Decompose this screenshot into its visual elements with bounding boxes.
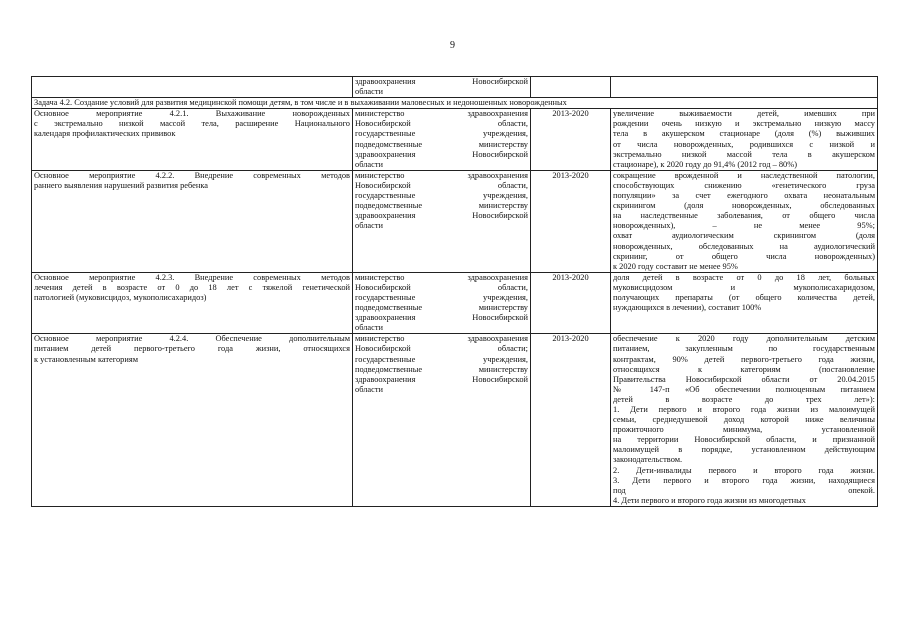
text-line: 4. Дети первого и второго года жизни из многодетных bbox=[613, 495, 806, 505]
text-line: к 2020 году составит не менее 95% bbox=[613, 261, 738, 271]
text-line: области bbox=[355, 87, 383, 97]
text-line: подведомственные министерству bbox=[355, 364, 528, 374]
text-line: популяции» за счет ежегодного охвата неонатальным bbox=[613, 191, 875, 201]
text-line: Правительства Новосибирской области от 20.04.2015 bbox=[613, 374, 875, 384]
carry-over-row bbox=[32, 77, 878, 98]
executor-cell bbox=[353, 109, 531, 171]
measure-title-cell bbox=[32, 170, 353, 272]
measure-title-cell bbox=[32, 334, 353, 507]
text-line: стационаре), к 2020 году до 91,4% (2012 год – 80%) bbox=[613, 159, 797, 169]
measure-row bbox=[32, 334, 878, 507]
text-line: Новосибирской области, bbox=[355, 180, 528, 190]
text-line: государственные учреждения, bbox=[355, 129, 528, 139]
text-line: раннего выявления нарушений развития ребенка bbox=[34, 180, 208, 190]
program-table bbox=[31, 76, 878, 507]
text-line: области bbox=[355, 159, 383, 169]
text-line: экстремально низкой массой тела в акушерском bbox=[613, 149, 875, 159]
text-line: министерство здравоохранения bbox=[355, 334, 528, 344]
text-line: министерство здравоохранения bbox=[355, 109, 528, 119]
text-line: прожиточного минимума, установленной bbox=[613, 425, 875, 435]
carry-executor-cell bbox=[353, 77, 531, 98]
text-line: Основное мероприятие 4.2.4. Обеспечение дополнительным bbox=[34, 334, 350, 344]
text-line: государственные учреждения, bbox=[355, 354, 528, 364]
text-line: законодательством. bbox=[613, 455, 683, 465]
result-cell bbox=[611, 334, 878, 507]
measure-row bbox=[32, 109, 878, 171]
text-line: лечения детей в возрасте от 0 до 18 лет с тяжелой генетической bbox=[34, 282, 350, 292]
period-cell: 2013-2020 bbox=[531, 109, 611, 171]
text-line: патологией (муковисцидоз, мукополисахаридоз) bbox=[34, 292, 207, 302]
text-line: под опекой. bbox=[613, 485, 875, 495]
text-line: скрининг, от общего числа новорожденных) bbox=[613, 251, 875, 261]
text-line: подведомственные министерству bbox=[355, 201, 528, 211]
text-line: нуждающихся в лечении), составит 100% bbox=[613, 303, 762, 313]
text-line: на наследственные заболевания, от общего числа bbox=[613, 211, 875, 221]
text-line: здравоохранения Новосибирской bbox=[355, 149, 528, 159]
text-line: способствующих снижению «генетического груза bbox=[613, 180, 875, 190]
text-line: обеспечение к 2020 году дополнительным детским bbox=[613, 334, 875, 344]
text-line: Новосибирской области, bbox=[355, 282, 528, 292]
measure-title-cell bbox=[32, 109, 353, 171]
text-line: детей в возрасте до трех лет»): bbox=[613, 394, 875, 404]
text-line: с экстремально низкой массой тела, расширение Национального bbox=[34, 119, 350, 129]
text-line: относящихся к категориям (постановление bbox=[613, 364, 875, 374]
text-line: питанием детей первого-третьего года жизни, относящихся bbox=[34, 344, 350, 354]
text-line: здравоохранения Новосибирской bbox=[355, 374, 528, 384]
text-line: календаря профилактических прививок bbox=[34, 129, 176, 139]
text-line: тела в акушерском стационаре (доля (%) выживших bbox=[613, 129, 875, 139]
text-line: государственные учреждения, bbox=[355, 292, 528, 302]
task-heading: Задача 4.2. Создание условий для развития медицинской помощи детям, в том числе и в выхаживании маловесных и недоношенных новорожденных bbox=[32, 98, 878, 109]
text-line: 3. Дети первого и второго года жизни, находящиеся bbox=[613, 475, 875, 485]
page-number: 9 bbox=[450, 40, 455, 51]
text-line: 1. Дети первого и второго года жизни из малоимущей bbox=[613, 405, 875, 414]
text-line: государственные учреждения, bbox=[355, 191, 528, 201]
measure-row bbox=[32, 272, 878, 334]
text-line: малоимущей в порядке, установленном действующим bbox=[613, 445, 875, 455]
text-line: доля детей в возрасте от 0 до 18 лет, больных bbox=[613, 272, 875, 282]
measure-row bbox=[32, 170, 878, 272]
text-line: скринингом (доля новорожденных, обследованных bbox=[613, 201, 875, 211]
period-cell: 2013-2020 bbox=[531, 272, 611, 334]
text-line: области bbox=[355, 221, 383, 231]
text-line: сокращение врожденной и наследственной патологии, bbox=[613, 170, 875, 180]
text-line: Основное мероприятие 4.2.2. Внедрение современных методов bbox=[34, 170, 350, 180]
text-line: здравоохранения Новосибирской bbox=[355, 313, 528, 323]
task-row bbox=[32, 98, 878, 109]
result-cell bbox=[611, 170, 878, 272]
text-line: контрактам, 90% детей первого-третьего года жизни, bbox=[613, 354, 875, 364]
text-line: подведомственные министерству bbox=[355, 303, 528, 313]
result-cell bbox=[611, 272, 878, 334]
carry-title-cell bbox=[32, 77, 353, 98]
carry-result-cell bbox=[611, 77, 878, 98]
text-line: питанием, закупленным по государственным bbox=[613, 344, 875, 354]
period-cell: 2013-2020 bbox=[531, 170, 611, 272]
period-cell: 2013-2020 bbox=[531, 334, 611, 507]
text-line: здравоохранения Новосибирской bbox=[355, 77, 528, 86]
carry-period-cell bbox=[531, 77, 611, 98]
measure-title-cell bbox=[32, 272, 353, 334]
text-line: к установленным категориям bbox=[34, 354, 138, 364]
text-line: новорожденных, обследованных на аудиологический bbox=[613, 241, 875, 251]
text-line: области bbox=[355, 323, 383, 333]
text-line: увеличение выживаемости детей, имевших при bbox=[613, 109, 875, 119]
text-line: от числа новорожденных, родившихся с низкой и bbox=[613, 139, 875, 149]
text-line: Основное мероприятие 4.2.1. Выхаживание новорожденных bbox=[34, 109, 350, 119]
text-line: 2. Дети-инвалиды первого и второго года жизни. bbox=[613, 465, 875, 475]
text-line: области bbox=[355, 384, 383, 394]
executor-cell bbox=[353, 334, 531, 507]
text-line: министерство здравоохранения bbox=[355, 272, 528, 282]
text-line: охват аудиологическим скринингом (доля bbox=[613, 231, 875, 241]
text-line: здравоохранения Новосибирской bbox=[355, 211, 528, 221]
text-line: на территории Новосибирской области, и признанной bbox=[613, 435, 875, 445]
executor-cell bbox=[353, 272, 531, 334]
text-line: новорожденных), – не менее 95%; bbox=[613, 221, 875, 231]
result-cell bbox=[611, 109, 878, 171]
text-line: получающих препараты (от общего количества детей, bbox=[613, 292, 875, 302]
text-line: рождении очень низкую и экстремально низкую массу bbox=[613, 119, 875, 129]
text-line: муковисцидозом и мукополисахаридозом, bbox=[613, 282, 875, 292]
text-line: Новосибирской области; bbox=[355, 344, 528, 354]
text-line: подведомственные министерству bbox=[355, 139, 528, 149]
text-line: семьи, среднедушевой доход которой ниже величины bbox=[613, 415, 875, 425]
executor-cell bbox=[353, 170, 531, 272]
text-line: Новосибирской области, bbox=[355, 119, 528, 129]
text-line: Основное мероприятие 4.2.3. Внедрение современных методов bbox=[34, 272, 350, 282]
text-line: № 147-п «Об обеспечении полноценным питанием bbox=[613, 384, 875, 394]
text-line: министерство здравоохранения bbox=[355, 170, 528, 180]
